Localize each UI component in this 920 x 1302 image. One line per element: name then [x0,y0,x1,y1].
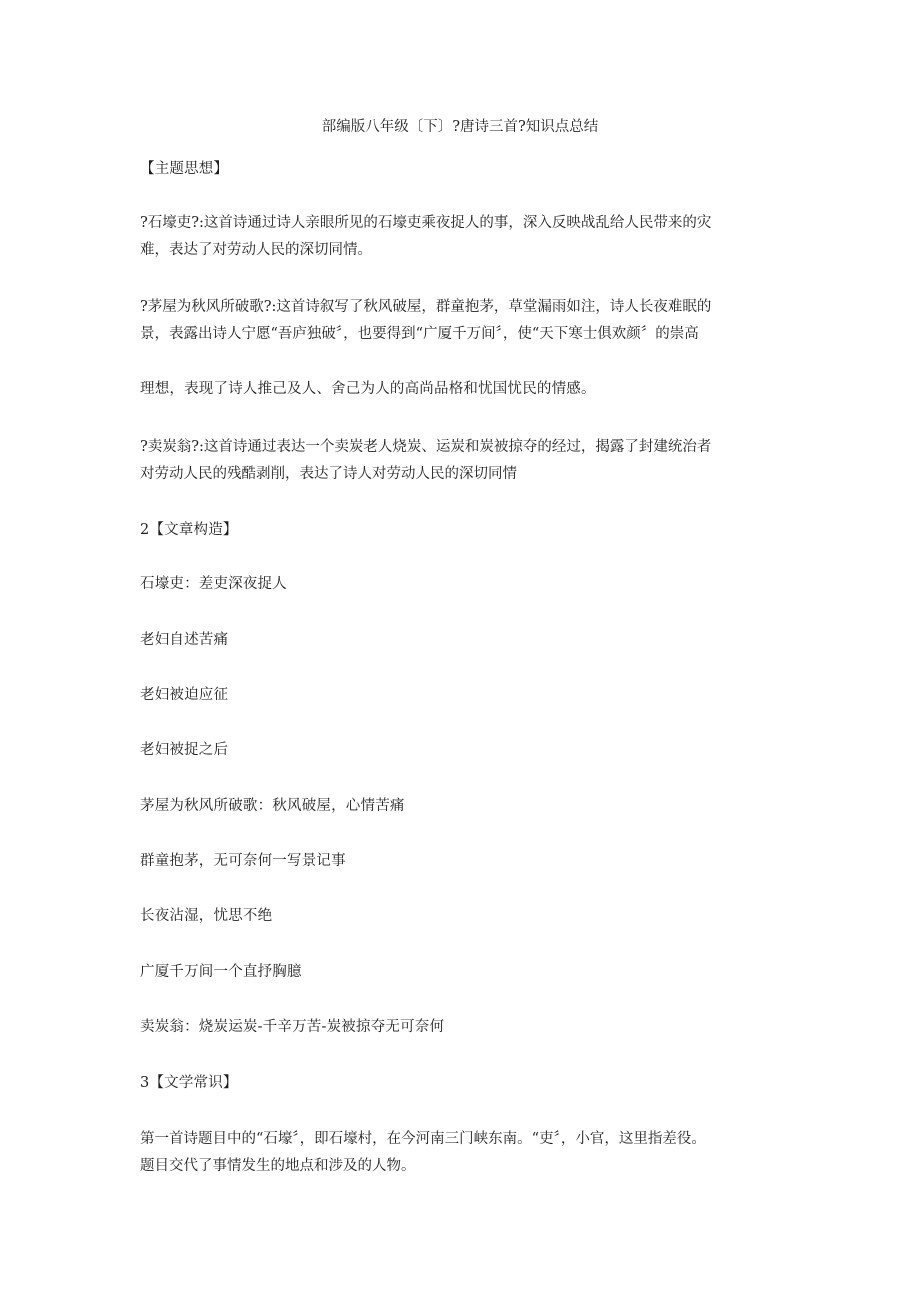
section-heading-literature: 3【文学常识】 [140,1075,238,1091]
paragraph-line: 题目交代了事情发生的地点和涉及的人物。 [140,1158,416,1174]
paragraph-line: 第一首诗题目中的“石壕〞，即石壕村，在今河南三门峡东南。“吏〞，小官，这里指差役。 [140,1131,706,1147]
structure-item: 老妇被捉之后 [140,742,229,758]
structure-item: 广厦千万间一个直抒胸臆 [140,964,302,980]
paragraph-maowu [140,294,795,348]
paragraph-line: ?石壕吏?:这首诗通过诗人亲眼所见的石壕吏乘夜捉人的事，深入反映战乱给人民带来的灾 [140,215,712,231]
paragraph-line: ?茅屋为秋风所破歌?:这首诗叙写了秋风破屋，群童抱茅，草堂漏雨如注，诗人长夜难眠的 [140,299,712,315]
document-title: 部编版八年级〔下〕?唐诗三首?知识点总结 [321,119,599,135]
paragraph-line: ?卖炭翁?:这首诗通过表达一个卖炭老人烧炭、运炭和炭被掠夺的经过，揭露了封建统治者 [140,439,712,455]
structure-item: 茅屋为秋风所破歌：秋风破屋，心情苦痛 [140,798,405,814]
paragraph-shihaoli [140,210,795,264]
structure-item: 石壕吏：差吏深夜捉人 [140,576,287,592]
structure-item: 老妇被迫应征 [140,687,229,703]
paragraph-line: 难，表达了对劳动人民的深切同情。 [140,242,372,258]
structure-item: 群童抱茅，无可奈何一写景记事 [140,853,346,869]
structure-item: 卖炭翁：烧炭运炭-千辛万苦-炭被掠夺无可奈何 [140,1019,445,1035]
paragraph-ideal: 理想，表现了诗人推己及人、舍己为人的高尚品格和忧国忧民的情感。 [140,381,596,397]
section-heading-structure: 2【文章构造】 [140,522,238,538]
paragraph-line: 对劳动人民的残酷剥削，表达了诗人对劳动人民的深切同情 [140,466,517,482]
paragraph-maitanweng [140,434,795,488]
paragraph-line: 景，表露出诗人宁愿“吾庐独破〞，也要得到“广厦千万间〞，使“天下寒士俱欢颜〞的崇高 [140,326,699,342]
section-heading-theme: 【主题思想】 [140,161,229,177]
structure-item: 长夜沾湿，忧思不绝 [140,908,273,924]
structure-item: 老妇自述苦痛 [140,632,229,648]
paragraph-shihao-title [140,1126,795,1180]
